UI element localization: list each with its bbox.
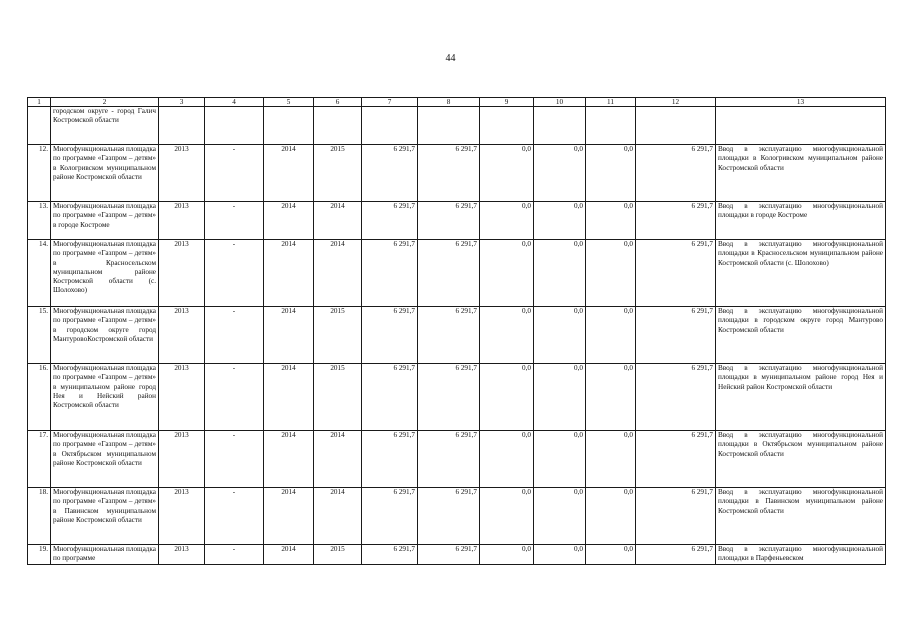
- object-name-cell: Многофункциональная площадка по программе «Газпром – детям» в Октябрьском муниципальном районе Костромской области: [51, 431, 159, 488]
- amount-cell: 6 291,7: [362, 307, 418, 364]
- table-row: [28, 107, 886, 145]
- start-year-cell: 2014: [264, 545, 314, 565]
- amount-cell: 6 291,7: [418, 431, 480, 488]
- year-cell: 2013: [159, 145, 205, 202]
- table-row: [28, 364, 886, 431]
- start-year-cell: 2014: [264, 488, 314, 545]
- start-year-cell: 2014: [264, 240, 314, 307]
- start-year-cell: 2014: [264, 202, 314, 240]
- column-number: 12: [636, 98, 716, 107]
- amount-cell: 0,0: [534, 307, 586, 364]
- amount-cell: 0,0: [534, 431, 586, 488]
- amount-cell: 0,0: [586, 545, 636, 565]
- column-number: 3: [159, 98, 205, 107]
- row-number-cell: 16.: [28, 364, 51, 431]
- amount-cell: 6 291,7: [362, 545, 418, 565]
- result-cell: Ввод в эксплуатацию многофункциональной площадки в Павинском муниципальном районе Костромской области: [716, 488, 886, 545]
- amount-cell: 6 291,7: [636, 240, 716, 307]
- end-year-cell: 2015: [314, 145, 362, 202]
- amount-cell: 0,0: [480, 145, 534, 202]
- column-number: 11: [586, 98, 636, 107]
- end-year-cell: 2015: [314, 364, 362, 431]
- end-year-cell: 2014: [314, 202, 362, 240]
- column-number: 5: [264, 98, 314, 107]
- amount-cell: 6 291,7: [636, 202, 716, 240]
- table-row: [28, 431, 886, 488]
- amount-cell: 6 291,7: [362, 488, 418, 545]
- amount-cell: 6 291,7: [418, 202, 480, 240]
- column-number: 10: [534, 98, 586, 107]
- object-name-cell: Многофункциональная площадка по программе «Газпром – детям» в Павинском муниципальном районе Костромской области: [51, 488, 159, 545]
- amount-cell: 0,0: [534, 545, 586, 565]
- amount-cell: 0,0: [586, 202, 636, 240]
- table-row: [28, 488, 886, 545]
- amount-cell: 0,0: [586, 240, 636, 307]
- column-number-row: [28, 98, 886, 107]
- amount-cell: 0,0: [534, 240, 586, 307]
- amount-cell: 6 291,7: [418, 145, 480, 202]
- object-name-cell: Многофункциональная площадка по программе «Газпром – детям» в городе Костроме: [51, 202, 159, 240]
- end-year-cell: 2015: [314, 307, 362, 364]
- year-cell: 2013: [159, 240, 205, 307]
- year-cell: 2013: [159, 545, 205, 565]
- object-name-cell: городском округе - город Галич Костромской области: [51, 107, 159, 145]
- amount-cell: 0,0: [534, 364, 586, 431]
- amount-cell: 0,0: [480, 240, 534, 307]
- amount-cell: 0,0: [534, 145, 586, 202]
- row-number-cell: 14.: [28, 240, 51, 307]
- column-number: 7: [362, 98, 418, 107]
- amount-cell: 0,0: [480, 545, 534, 565]
- object-name-cell: Многофункциональная площадка по программе «Газпром – детям» в Красносельском муниципальном районе Костромской области (с. Шолохово): [51, 240, 159, 307]
- column-number: 9: [480, 98, 534, 107]
- year-cell: 2013: [159, 431, 205, 488]
- dash-cell: -: [205, 307, 264, 364]
- end-year-cell: 2015: [314, 545, 362, 565]
- page-number: 44: [445, 53, 456, 64]
- result-cell: Ввод в эксплуатацию многофункциональной площадки в Парфеньевском: [716, 545, 886, 565]
- amount-cell: 6 291,7: [636, 431, 716, 488]
- projects-table: [27, 97, 886, 565]
- end-year-cell: 2014: [314, 488, 362, 545]
- dash-cell: -: [205, 240, 264, 307]
- start-year-cell: 2014: [264, 145, 314, 202]
- year-cell: 2013: [159, 307, 205, 364]
- result-cell: Ввод в эксплуатацию многофункциональной площадки в Кологривском муниципальном районе Костромской области: [716, 145, 886, 202]
- table-row: [28, 545, 886, 565]
- row-number-cell: 19.: [28, 545, 51, 565]
- year-cell: 2013: [159, 364, 205, 431]
- amount-cell: 0,0: [534, 488, 586, 545]
- table-row: [28, 145, 886, 202]
- dash-cell: -: [205, 364, 264, 431]
- amount-cell: 0,0: [480, 307, 534, 364]
- amount-cell: 6 291,7: [362, 364, 418, 431]
- start-year-cell: 2014: [264, 364, 314, 431]
- object-name-cell: Многофункциональная площадка по программе «Газпром – детям» в Кологривском муниципальном районе Костромской области: [51, 145, 159, 202]
- result-cell: Ввод в эксплуатацию многофункциональной площадки в городе Костроме: [716, 202, 886, 240]
- amount-cell: 0,0: [480, 202, 534, 240]
- dash-cell: -: [205, 145, 264, 202]
- table-row: [28, 240, 886, 307]
- column-number: 13: [716, 98, 886, 107]
- start-year-cell: 2014: [264, 307, 314, 364]
- table-row: [28, 307, 886, 364]
- end-year-cell: 2014: [314, 431, 362, 488]
- amount-cell: 6 291,7: [418, 240, 480, 307]
- row-number-cell: 17.: [28, 431, 51, 488]
- table-row: [28, 202, 886, 240]
- column-number: 2: [51, 98, 159, 107]
- amount-cell: 0,0: [534, 202, 586, 240]
- column-number: 8: [418, 98, 480, 107]
- amount-cell: 6 291,7: [362, 202, 418, 240]
- amount-cell: 0,0: [586, 431, 636, 488]
- amount-cell: 0,0: [480, 431, 534, 488]
- result-cell: Ввод в эксплуатацию многофункциональной площадки в городском округе город Мантурово Костромской области: [716, 307, 886, 364]
- end-year-cell: 2014: [314, 240, 362, 307]
- amount-cell: 0,0: [586, 307, 636, 364]
- row-number-cell: 12.: [28, 145, 51, 202]
- amount-cell: 6 291,7: [418, 488, 480, 545]
- year-cell: 2013: [159, 202, 205, 240]
- result-cell: Ввод в эксплуатацию многофункциональной площадки в Октябрьском муниципальном районе Костромской области: [716, 431, 886, 488]
- amount-cell: 6 291,7: [636, 364, 716, 431]
- object-name-cell: Многофункциональная площадка по программе «Газпром – детям» в муниципальном районе город Нея и Нейский район Костромской области: [51, 364, 159, 431]
- result-cell: Ввод в эксплуатацию многофункциональной площадки в Красносельском муниципальном районе Костромской области (с. Шолохово): [716, 240, 886, 307]
- year-cell: 2013: [159, 488, 205, 545]
- column-number: 4: [205, 98, 264, 107]
- amount-cell: 6 291,7: [636, 307, 716, 364]
- dash-cell: -: [205, 488, 264, 545]
- row-number-cell: [28, 107, 51, 145]
- result-cell: Ввод в эксплуатацию многофункциональной площадки в муниципальном районе город Нея и Нейский район Костромской области: [716, 364, 886, 431]
- row-number-cell: 15.: [28, 307, 51, 364]
- object-name-cell: Многофункциональная площадка по программе «Газпром – детям» в городском округе город МантуровоКостромской области: [51, 307, 159, 364]
- row-number-cell: 13.: [28, 202, 51, 240]
- amount-cell: 0,0: [586, 488, 636, 545]
- amount-cell: 0,0: [586, 145, 636, 202]
- amount-cell: 6 291,7: [636, 145, 716, 202]
- amount-cell: 6 291,7: [636, 488, 716, 545]
- amount-cell: 6 291,7: [418, 545, 480, 565]
- column-number: 1: [28, 98, 51, 107]
- start-year-cell: 2014: [264, 431, 314, 488]
- object-name-cell: Многофункциональная площадка по программе: [51, 545, 159, 565]
- amount-cell: 0,0: [586, 364, 636, 431]
- amount-cell: 6 291,7: [636, 545, 716, 565]
- dash-cell: -: [205, 545, 264, 565]
- amount-cell: 6 291,7: [362, 240, 418, 307]
- dash-cell: -: [205, 431, 264, 488]
- row-number-cell: 18.: [28, 488, 51, 545]
- amount-cell: 6 291,7: [362, 431, 418, 488]
- amount-cell: 6 291,7: [418, 307, 480, 364]
- amount-cell: 0,0: [480, 488, 534, 545]
- amount-cell: 6 291,7: [362, 145, 418, 202]
- column-number: 6: [314, 98, 362, 107]
- dash-cell: -: [205, 202, 264, 240]
- amount-cell: 0,0: [480, 364, 534, 431]
- amount-cell: 6 291,7: [418, 364, 480, 431]
